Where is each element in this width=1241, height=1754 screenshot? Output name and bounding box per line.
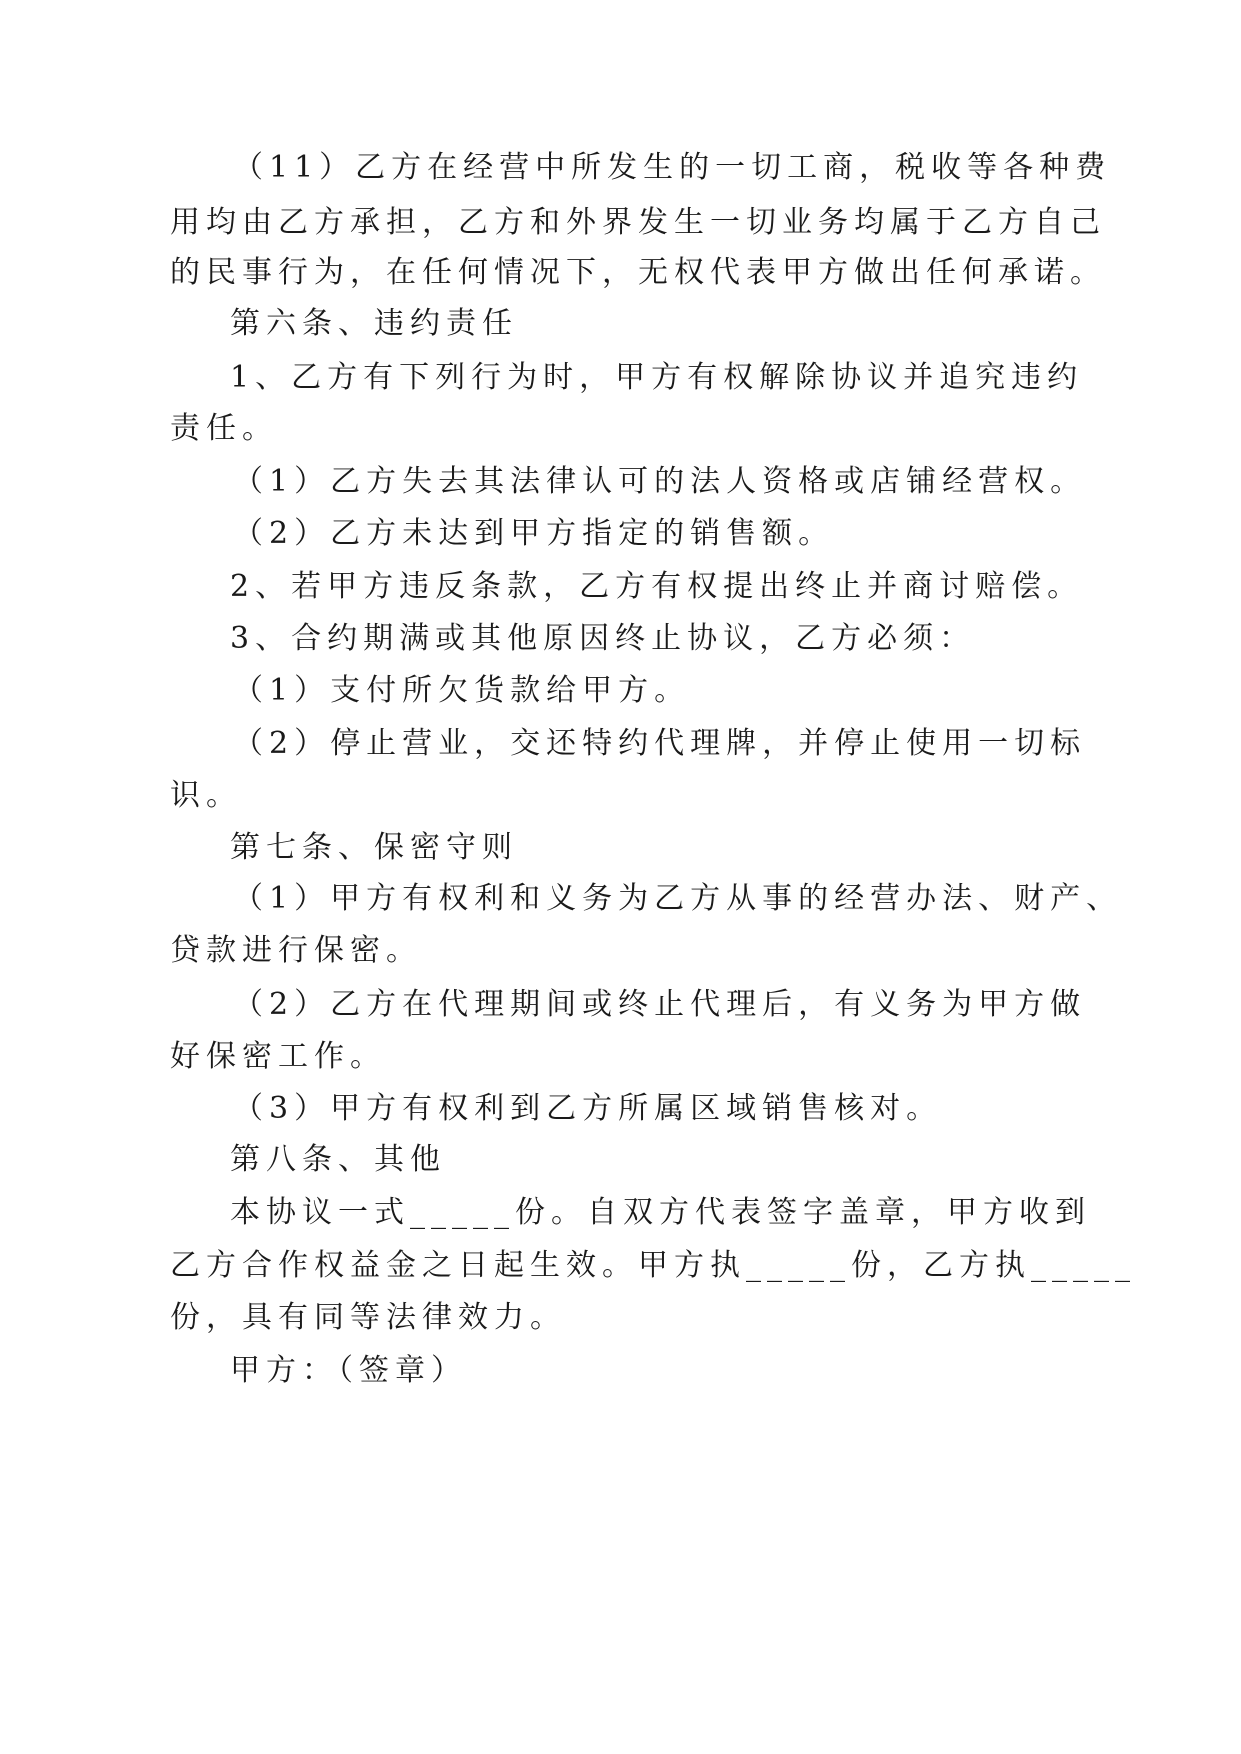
breach-item-2: 2、若甲方违反条款，乙方有权提出终止并商讨赔偿。: [230, 569, 1084, 604]
confidentiality-item-2-line-2: 好保密工作。: [170, 1039, 386, 1074]
party-a-signature-label: 甲方：（签章）: [230, 1353, 467, 1388]
article-8-heading: 第八条、其他: [230, 1142, 446, 1177]
breach-item-1-line-2: 责任。: [170, 411, 278, 446]
termination-subitem-2-line-1: （2）停止营业，交还特约代理牌，并停止使用一切标: [233, 726, 1087, 761]
confidentiality-item-1-line-1: （1）甲方有权利和义务为乙方从事的经营办法、财产、: [233, 881, 1123, 916]
confidentiality-item-1-line-2: 贷款进行保密。: [170, 933, 422, 968]
copies-line-2: 乙方合作权益金之日起生效。甲方执_____份，乙方执_____: [170, 1248, 1136, 1283]
clause-11-line-2: 用均由乙方承担，乙方和外界发生一切业务均属于乙方自己: [170, 205, 1106, 240]
copies-line-3: 份，具有同等法律效力。: [170, 1300, 566, 1335]
clause-11-line-3: 的民事行为，在任何情况下，无权代表甲方做出任何承诺。: [170, 255, 1106, 290]
article-6-heading: 第六条、违约责任: [230, 306, 518, 341]
breach-subitem-2: （2）乙方未达到甲方指定的销售额。: [233, 516, 835, 551]
termination-subitem-2-line-2: 识。: [170, 778, 242, 813]
breach-item-1-line-1: 1、乙方有下列行为时，甲方有权解除协议并追究违约: [230, 360, 1084, 395]
copies-line-1: 本协议一式_____份。自双方代表签字盖章，甲方收到: [230, 1195, 1091, 1230]
article-7-heading: 第七条、保密守则: [230, 830, 518, 865]
termination-subitem-1: （1）支付所欠货款给甲方。: [233, 673, 691, 708]
clause-11-line-1: （11）乙方在经营中所发生的一切工商，税收等各种费: [233, 150, 1112, 185]
confidentiality-item-3: （3）甲方有权利到乙方所属区域销售核对。: [233, 1091, 943, 1126]
breach-subitem-1: （1）乙方失去其法律认可的法人资格或店铺经营权。: [233, 464, 1087, 499]
breach-item-3: 3、合约期满或其他原因终止协议，乙方必须：: [230, 621, 976, 656]
confidentiality-item-2-line-1: （2）乙方在代理期间或终止代理后，有义务为甲方做: [233, 987, 1087, 1022]
